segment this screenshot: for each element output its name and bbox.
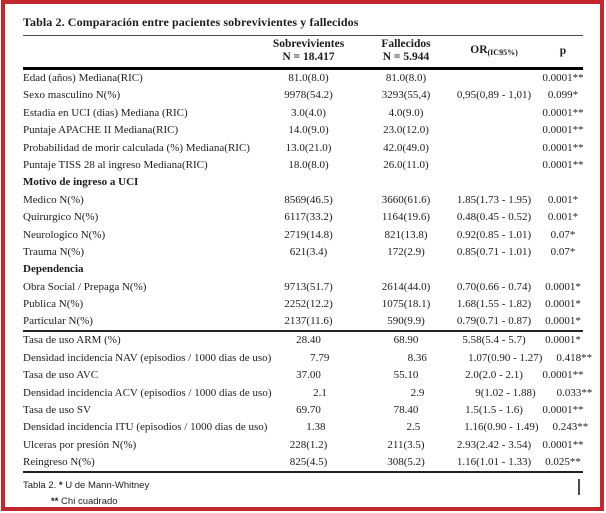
row-label: Tasa de uso ARM (%) bbox=[23, 334, 121, 347]
row-label: Reingreso N(%) bbox=[23, 456, 95, 468]
deceased-value: 78.40 bbox=[393, 404, 419, 417]
asterisk: * bbox=[58, 480, 63, 492]
survivors-value: 9713(51.7) bbox=[284, 280, 333, 293]
deceased-value: 55.10 bbox=[393, 369, 419, 382]
table-row bbox=[23, 454, 583, 473]
or-value: 2.0(2.0 - 2.1) bbox=[465, 369, 523, 382]
deceased-value: 3293(55,4) bbox=[381, 89, 431, 102]
p-value: 0.0001** bbox=[542, 72, 584, 84]
row-label: Quirurgico N(%) bbox=[23, 211, 99, 224]
row-label: Publica N(%) bbox=[23, 298, 84, 311]
survivors-value: 2.1 bbox=[313, 386, 327, 399]
table-row bbox=[23, 244, 583, 261]
deceased-value: 590(9.9) bbox=[387, 315, 425, 328]
row-label: Probabilidad de morir calculada (%) Mediana(RIC) bbox=[23, 141, 250, 154]
p-value: 0.099* bbox=[547, 89, 579, 102]
deceased-value: 26.0(11.0) bbox=[383, 158, 429, 171]
p-value: 0.001* bbox=[547, 193, 579, 206]
header-survivors-line1: Sobrevivientes bbox=[272, 38, 345, 50]
row-label: Trauma N(%) bbox=[23, 245, 84, 258]
section-row bbox=[23, 261, 583, 278]
survivors-value: 14.0(9.0) bbox=[288, 124, 329, 137]
or-value: 1.07(0.90 - 1.27) bbox=[468, 351, 543, 364]
row-label: Tasa de uso AVC bbox=[23, 369, 99, 382]
p-value: 0.0001** bbox=[542, 124, 584, 137]
row-label: Densidad incidencia NAV (episodios / 1000 dias de uso) bbox=[23, 351, 272, 364]
deceased-value: 1075(18.1) bbox=[381, 298, 431, 311]
p-value: 0.243** bbox=[552, 421, 589, 434]
row-label: Particular N(%) bbox=[23, 315, 93, 328]
header-or: $OR_{(IC95\%)}$ bbox=[470, 43, 518, 57]
table-row bbox=[23, 227, 583, 244]
or-value: 1.5(1.5 - 1.6) bbox=[465, 404, 523, 417]
table-row bbox=[23, 140, 583, 157]
deceased-value: 3660(61.6) bbox=[381, 193, 431, 206]
table-row bbox=[23, 385, 593, 402]
survivors-value: 621(3.4) bbox=[289, 245, 328, 258]
p-value: 0.07* bbox=[550, 228, 576, 241]
p-value: 0.025** bbox=[545, 456, 581, 468]
table-row bbox=[23, 402, 583, 419]
table-row bbox=[23, 122, 583, 139]
p-value: 0.033** bbox=[556, 386, 593, 399]
or-value: 0.70(0.66 - 0.74) bbox=[456, 280, 532, 293]
p-value: 0.07* bbox=[550, 245, 576, 258]
table-row bbox=[23, 419, 589, 436]
p-value: 0.0001** bbox=[542, 141, 584, 154]
survivors-value: 228(1.2) bbox=[289, 438, 328, 451]
table-row bbox=[23, 279, 583, 296]
deceased-value: 211(3.5) bbox=[387, 438, 425, 451]
section-row bbox=[23, 174, 583, 191]
table-row bbox=[23, 87, 583, 104]
row-label: Motivo de ingreso a UCI bbox=[23, 176, 139, 189]
or-value: 1.85(1.73 - 1.95) bbox=[456, 193, 532, 206]
survivors-value: 1.38 bbox=[306, 421, 326, 434]
table-body bbox=[23, 70, 593, 473]
survivors-value: 825(4.5) bbox=[289, 456, 328, 468]
table-row bbox=[23, 296, 583, 313]
row-label: Neurologico N(%) bbox=[23, 228, 106, 241]
p-value: 0.0001** bbox=[542, 158, 584, 171]
survivors-value: 2252(12.2) bbox=[284, 298, 333, 311]
table-header-row bbox=[23, 35, 583, 70]
or-value: 0.85(0.71 - 1.01) bbox=[456, 245, 532, 258]
p-value: 0.0001** bbox=[542, 369, 584, 382]
p-value: 0.0001* bbox=[545, 315, 581, 328]
row-label: Dependencia bbox=[23, 263, 84, 276]
table-row bbox=[23, 70, 583, 87]
deceased-value: 68.90 bbox=[393, 334, 419, 347]
survivors-value: 2719(14.8) bbox=[284, 228, 333, 241]
deceased-value: 4.0(9.0) bbox=[388, 106, 424, 119]
header-survivors-line2: N = 18.417 bbox=[282, 51, 335, 63]
header-p: p bbox=[559, 44, 567, 57]
survivors-value: 6117(33.2) bbox=[284, 211, 333, 224]
table-row bbox=[23, 367, 583, 384]
table-row bbox=[23, 157, 583, 174]
survivors-value: 28.40 bbox=[296, 334, 321, 347]
row-label: Sexo masculino N(%) bbox=[23, 89, 121, 102]
survivors-value: 3.0(4.0) bbox=[291, 106, 326, 119]
header-deceased bbox=[357, 38, 455, 64]
survivors-value: 8569(46.5) bbox=[284, 193, 333, 206]
deceased-value: 2614(44.0) bbox=[381, 280, 431, 293]
row-label: Edad (años) Mediana(RIC) bbox=[23, 72, 143, 84]
table-row bbox=[23, 105, 583, 122]
table-row bbox=[23, 209, 583, 226]
or-value: 0.79(0.71 - 0.87) bbox=[456, 315, 532, 328]
row-label: Medico N(%) bbox=[23, 193, 84, 206]
deceased-value: 81.0(8.0) bbox=[385, 72, 427, 84]
p-value: 0.001* bbox=[547, 211, 579, 224]
deceased-value: 8.36 bbox=[407, 351, 427, 364]
survivors-value: 2137(11.6) bbox=[284, 315, 333, 328]
p-value: 0.0001* bbox=[545, 298, 581, 311]
survivors-value: 69.70 bbox=[296, 404, 321, 417]
table-row bbox=[23, 350, 593, 367]
footnote-chi-cuadrado: ** Chi cuadrado bbox=[51, 496, 118, 508]
survivors-value: 18.0(8.0) bbox=[288, 158, 329, 171]
deceased-value: 1164(19.6) bbox=[381, 211, 431, 224]
deceased-value: 308(5.2) bbox=[387, 456, 425, 468]
survivors-value: 81.0(8.0) bbox=[288, 72, 329, 84]
or-value: 2.93(2.42 - 3.54) bbox=[456, 438, 532, 451]
table-row bbox=[23, 313, 583, 332]
double-asterisk: ** bbox=[51, 496, 59, 508]
header-survivors bbox=[260, 38, 357, 64]
p-value: 0.0001* bbox=[545, 334, 581, 347]
p-value: 0.0001** bbox=[542, 106, 584, 119]
row-label: Puntaje APACHE II Mediana(RIC) bbox=[23, 124, 179, 137]
deceased-value: 2.5 bbox=[406, 421, 421, 434]
deceased-value: 2.9 bbox=[410, 386, 425, 399]
or-value: 0.92(0.85 - 1.01) bbox=[456, 228, 532, 241]
table-container bbox=[23, 15, 593, 508]
table-row bbox=[23, 437, 583, 454]
row-label: Densidad incidencia ACV (episodios / 1000 dias de uso) bbox=[23, 386, 272, 399]
table-title: Tabla 2. Comparación entre pacientes sobrevivientes y fallecidos bbox=[23, 15, 359, 29]
or-value: 1.68(1.55 - 1.82) bbox=[456, 298, 532, 311]
row-label: Tasa de uso SV bbox=[23, 404, 91, 417]
footnote-mann-whitney: Tabla 2. * U de Mann-Whitney bbox=[23, 480, 150, 492]
p-value: 0.0001* bbox=[545, 280, 581, 293]
or-value: 0.48(0.45 - 0.52) bbox=[456, 211, 532, 224]
or-value: 5.58(5.4 - 5.7) bbox=[462, 334, 526, 347]
header-or-subscript: (IC95%) bbox=[487, 47, 518, 57]
or-value: 1.16(0.90 - 1.49) bbox=[464, 421, 539, 434]
deceased-value: 172(2.9) bbox=[387, 245, 425, 258]
deceased-value: 821(13.8) bbox=[384, 228, 428, 241]
table-footnotes bbox=[23, 480, 583, 507]
p-value: 0.0001** bbox=[542, 438, 584, 451]
deceased-value: 23.0(12.0) bbox=[383, 124, 429, 137]
row-label: Estadia en UCI (dias) Mediana (RIC) bbox=[23, 106, 188, 119]
or-value: 1.16(1.01 - 1.33) bbox=[456, 456, 532, 468]
survivors-value: 37.00 bbox=[296, 369, 321, 382]
text-cursor[interactable] bbox=[578, 479, 580, 495]
row-label: Ulceras por presión N(%) bbox=[23, 438, 137, 451]
survivors-value: 9978(54.2) bbox=[284, 89, 333, 102]
table-row bbox=[23, 192, 583, 209]
p-value: 0.0001** bbox=[542, 404, 584, 417]
survivors-value: 13.0(21.0) bbox=[285, 141, 332, 154]
row-label: Puntaje TISS 28 al ingreso Mediana(RIC) bbox=[23, 158, 208, 171]
or-value: 9(1.02 - 1.88) bbox=[475, 386, 536, 399]
p-value: 0.418** bbox=[556, 351, 593, 364]
row-label: Obra Social / Prepaga N(%) bbox=[23, 280, 147, 293]
survivors-value: 7.79 bbox=[310, 351, 330, 364]
red-border-frame bbox=[1, 0, 604, 511]
table-row bbox=[23, 332, 583, 349]
header-deceased-line2: N = 5.944 bbox=[382, 51, 430, 63]
deceased-value: 42.0(49.0) bbox=[383, 141, 429, 154]
row-label: Densidad incidencia ITU (episodios / 1000 dias de uso) bbox=[23, 421, 268, 434]
header-deceased-line1: Fallecidos bbox=[381, 38, 431, 50]
or-value: 0,95(0,89 - 1,01) bbox=[456, 89, 532, 102]
